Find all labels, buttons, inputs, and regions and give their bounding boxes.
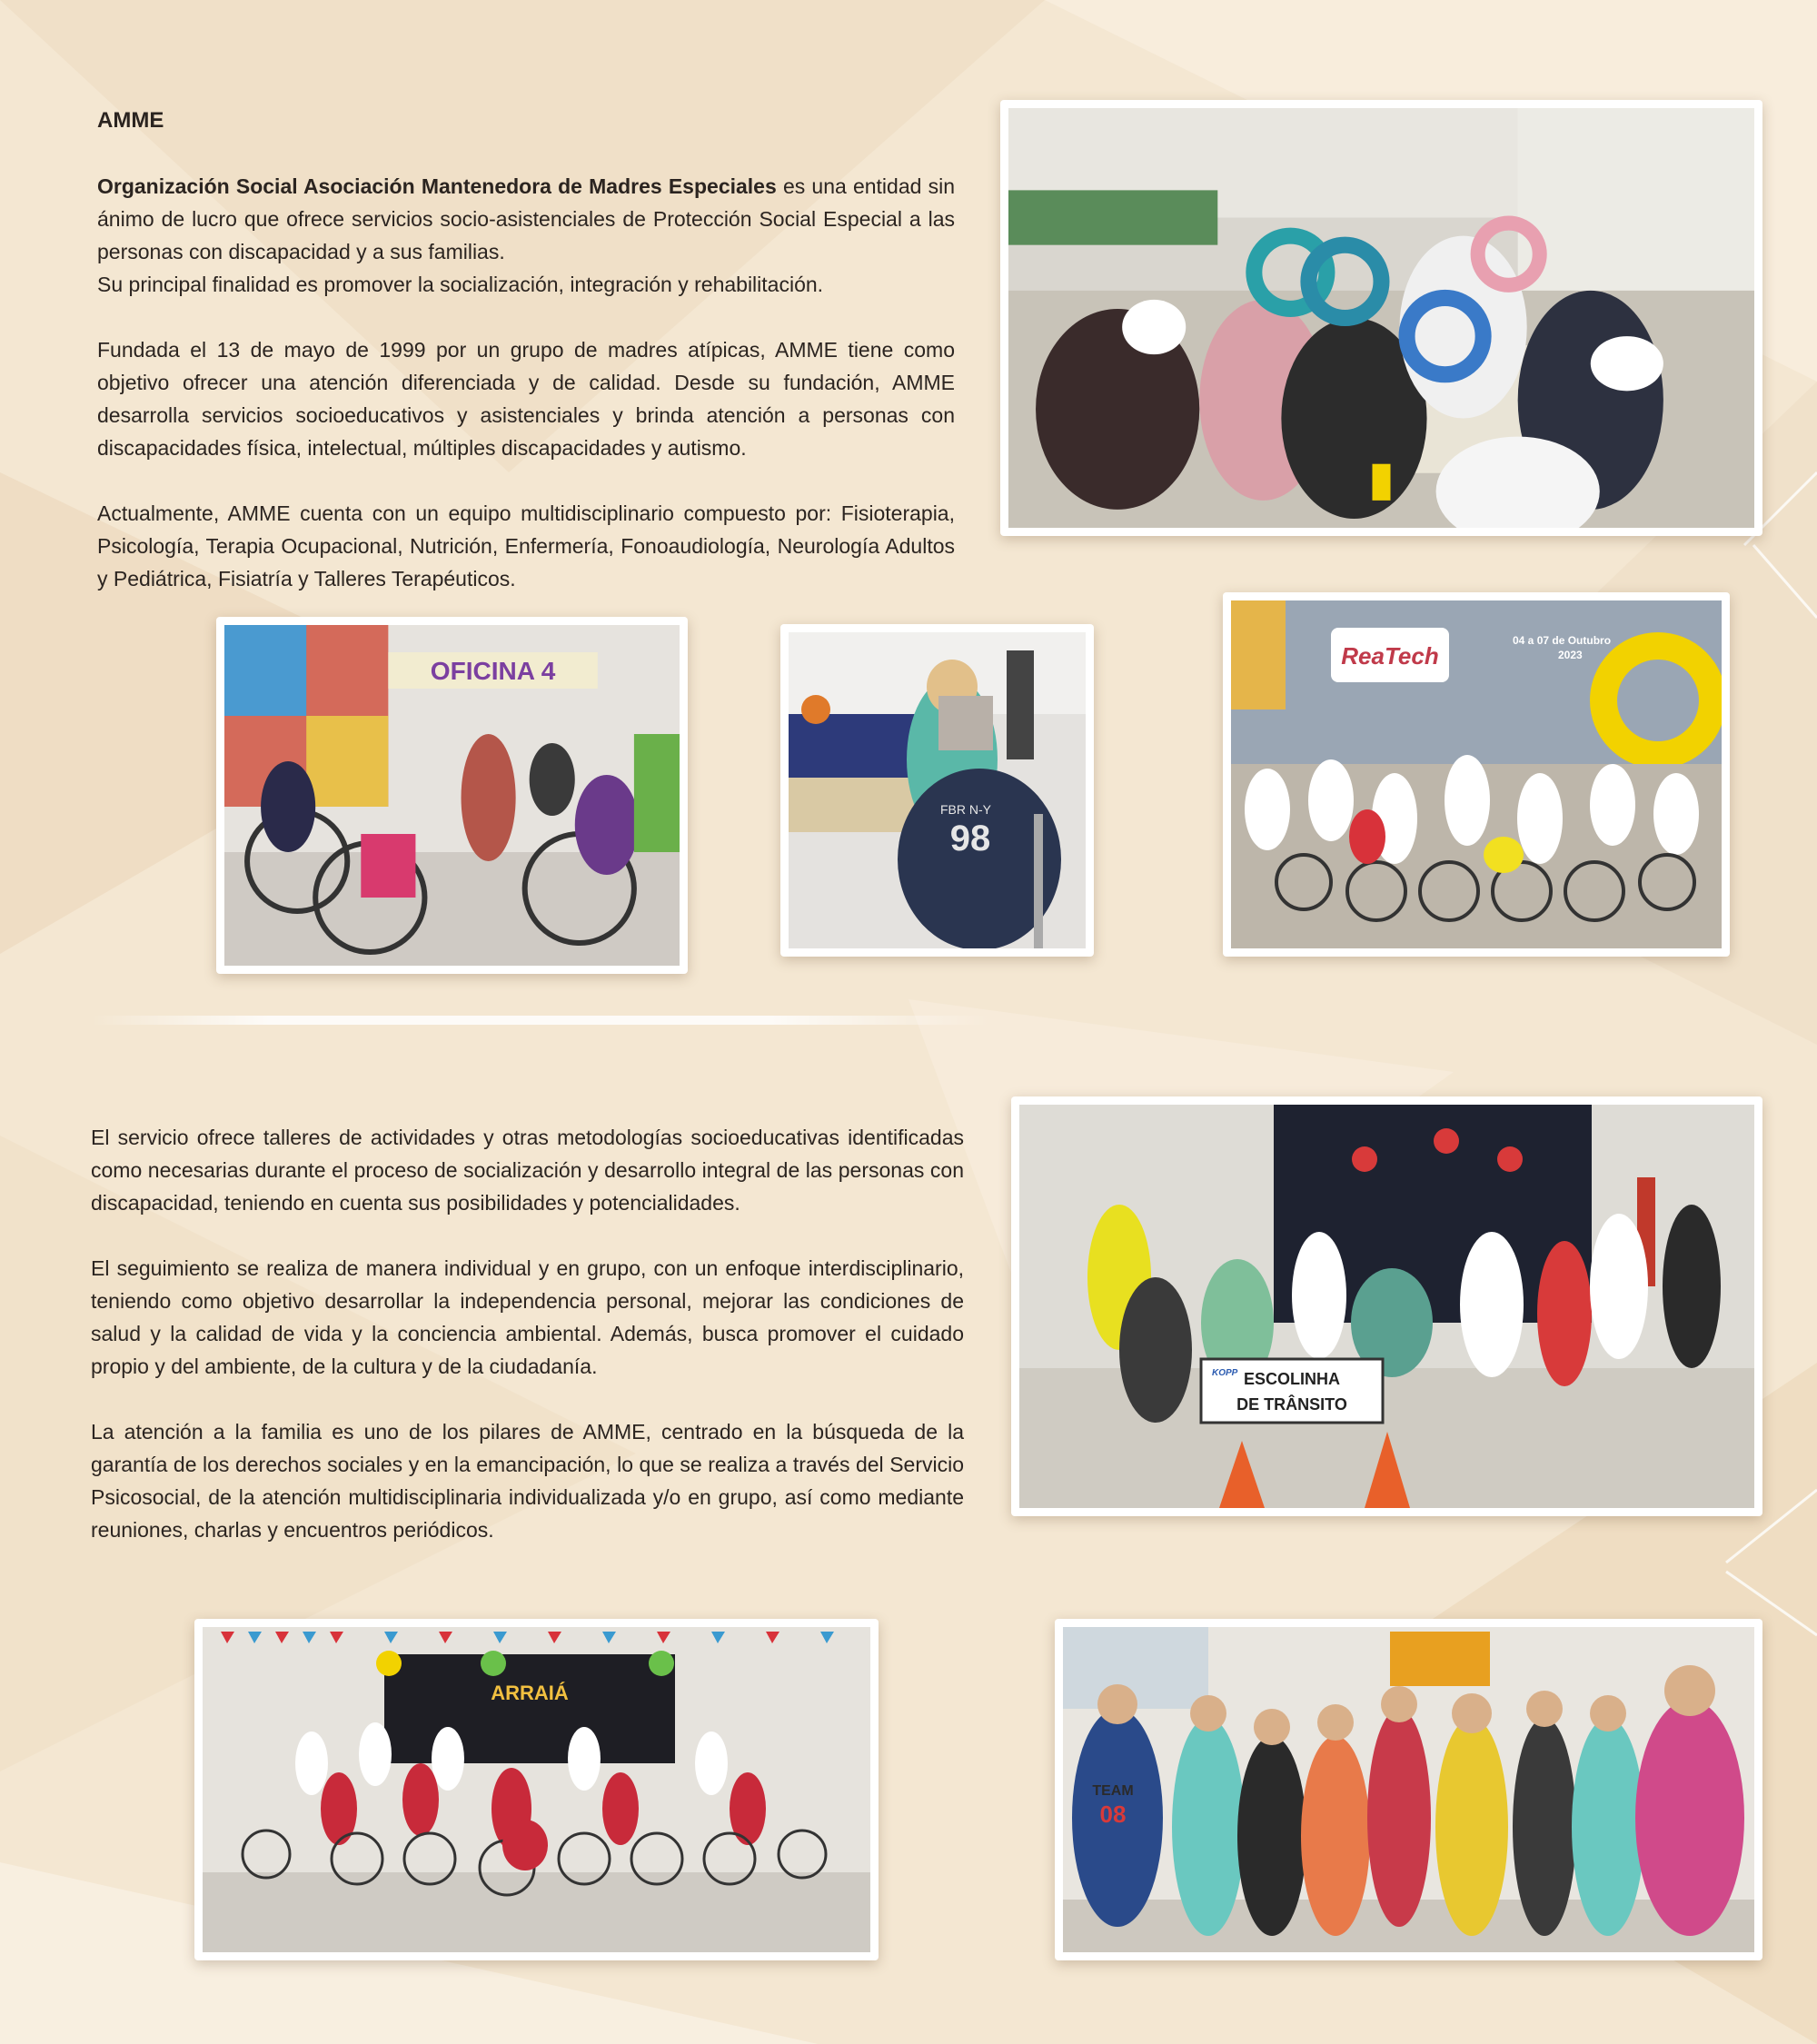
reatech-logo-text: ReaTech bbox=[1341, 642, 1439, 670]
followup-paragraph: El seguimiento se realiza de manera individual y en grupo, con un enfoque interdisciplinario, teniendo como objetivo desarrollar la independencia personal, mejorar las condiciones de salud y la calidad de vida y la conciencia ambiental. Además, busca promover el cuidado propio y del ambiente, de la cultura y de la ciudadanía. bbox=[91, 1256, 964, 1378]
therapy-photo-image bbox=[789, 632, 1086, 948]
reatech-year-text: 2023 bbox=[1558, 649, 1583, 661]
team-shirt-text: TEAM bbox=[1092, 1783, 1134, 1799]
staff-photo-image bbox=[1063, 1627, 1754, 1952]
festa-photo-image bbox=[203, 1627, 870, 1952]
oficina-sign-text: OFICINA 4 bbox=[430, 657, 556, 685]
photo-reatech-event bbox=[1223, 592, 1730, 957]
intro-text: es una entidad sin ánimo de lucro que ofrece servicios socio-asistenciales de Protección Social Especial a las personas con discapacidad y a sus familias. bbox=[97, 174, 955, 263]
traffic-school-photo-image bbox=[1019, 1105, 1754, 1508]
team-paragraph: Actualmente, AMME cuenta con un equipo multidisciplinario compuesto por: Fisioterapia, Psicología, Terapia Ocupacional, Nutrición, Enfermería, Fonoaudiología, Neurología Adultos y Pediátrica, Fisiatría y Talleres Terapéuticos. bbox=[97, 501, 955, 590]
arraia-sign-text: ARRAIÁ bbox=[491, 1682, 569, 1704]
intro-purpose: Su principal finalidad es promover la socialización, integración y rehabilitación. bbox=[97, 273, 824, 296]
photo-staff-group bbox=[1055, 1619, 1762, 1960]
family-paragraph: La atención a la familia es uno de los pilares de AMME, centrado en la búsqueda de la garantía de los derechos sociales y en la emancipación, lo que se realiza a través del Servicio Psicosocial, de la atención multidisciplinaria individualizada y/o en grupo, así como mediante reuniones, charlas y encuentros periódicos. bbox=[91, 1420, 964, 1542]
team-shirt-number: 08 bbox=[1099, 1801, 1127, 1828]
classroom-photo-image bbox=[224, 625, 680, 966]
banner-line1-text: ESCOLINHA bbox=[1243, 1370, 1341, 1388]
reatech-photo-image bbox=[1231, 600, 1722, 948]
section-services bbox=[91, 1121, 964, 1579]
services-paragraph: El servicio ofrece talleres de actividades y otras metodologías socioeducativas identificadas como necesarias durante el proceso de socialización y desarrollo integral de las personas con discapacidad, teniendo en cuenta sus posibilidades y potencialidades. bbox=[91, 1126, 964, 1215]
organization-name: Organización Social Asociación Mantenedora de Madres Especiales bbox=[97, 174, 777, 198]
photo-traffic-school bbox=[1011, 1096, 1762, 1516]
section-intro bbox=[97, 104, 955, 628]
photo-workshop-activity bbox=[1000, 100, 1762, 536]
section-heading: AMME bbox=[97, 108, 164, 133]
photo-festa-group bbox=[194, 1619, 879, 1960]
photo-therapy-room bbox=[780, 624, 1094, 957]
banner-brand-text: KOPP bbox=[1212, 1368, 1238, 1378]
reatech-dates-text: 04 a 07 de Outubro bbox=[1513, 634, 1612, 647]
section-divider bbox=[91, 1016, 990, 1025]
shirt-text: FBR N-Y bbox=[940, 802, 991, 817]
shirt-number: 98 bbox=[949, 819, 991, 858]
photo-oficina-classroom bbox=[216, 617, 688, 974]
founding-paragraph: Fundada el 13 de mayo de 1999 por un grupo de madres atípicas, AMME tiene como objetivo ofrecer una atención diferenciada y de calidad. Desde su fundación, AMME desarrolla servicios socioeducativos y asistenciales y brinda atención a personas con discapacidades física, intelectual, múltiples discapacidades y autismo. bbox=[97, 338, 955, 460]
intro-paragraph bbox=[97, 170, 955, 268]
banner-line2-text: DE TRÂNSITO bbox=[1236, 1395, 1347, 1414]
workshop-photo-image bbox=[1008, 108, 1754, 528]
